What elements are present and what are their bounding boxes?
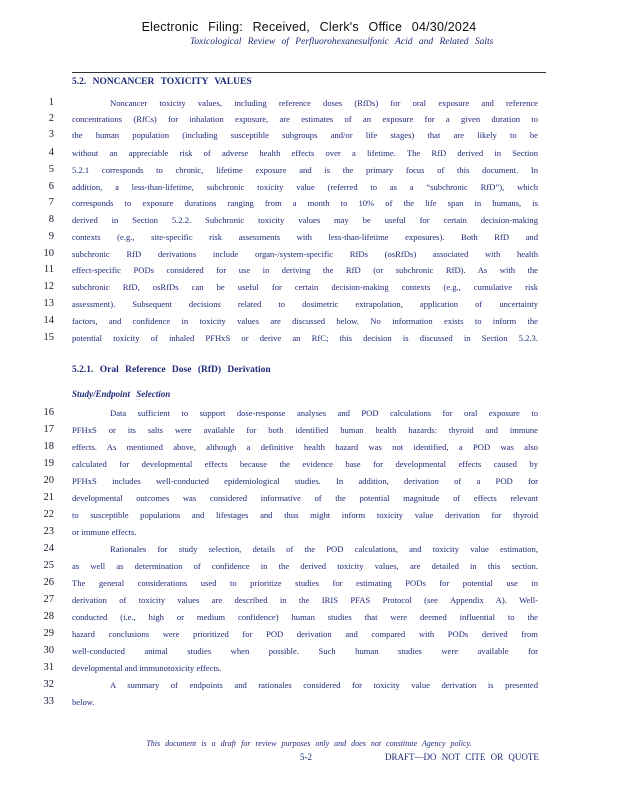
line-text: factors, and confidence in toxicity values are discussed below. No information exists to inform the <box>72 316 538 326</box>
line-text: potential toxicity of inhaled PFHxS or derive an RfC; this decision is discussed in Section 5.2.3. <box>72 333 538 343</box>
line-number: 17 <box>43 424 54 435</box>
study-endpoint-heading: Study/Endpoint Selection <box>72 389 171 399</box>
line-number: 31 <box>43 662 54 673</box>
line-text: A summary of endpoints and rationales considered for toxicity value derivation is presented <box>110 680 538 690</box>
line-text: without an appreciable risk of adverse health effects over a lifetime. The RfD derived in Section <box>72 148 538 158</box>
line-text: developmental and immunotoxicity effects. <box>72 663 222 673</box>
line-text: 5.2.1 corresponds to chronic, lifetime exposure and is the primary focus of this document. In <box>72 165 538 175</box>
line-number: 9 <box>48 231 54 242</box>
line-number: 21 <box>43 492 54 503</box>
line-text: Rationales for study selection, details of the POD calculations, and toxicity value estimation, <box>110 544 538 554</box>
line-number: 33 <box>43 696 54 707</box>
line-text: conducted (i.e., high or medium confidence) human studies that were deemed influential to the <box>72 612 538 622</box>
line-number: 2 <box>48 113 54 124</box>
line-text: Noncancer toxicity values, including reference doses (RfDs) for oral exposure and reference <box>110 98 538 108</box>
line-number: 5 <box>48 164 54 175</box>
line-text: subchronic RfD, osRfDs can be useful for certain decision-making contexts (e.g., cumulative risk <box>72 282 538 292</box>
line-number: 16 <box>43 407 54 418</box>
line-text: below. <box>72 697 95 707</box>
line-number: 30 <box>43 645 54 656</box>
line-number: 18 <box>43 441 54 452</box>
line-number: 29 <box>43 628 54 639</box>
draft-notice: DRAFT—DO NOT CITE OR QUOTE <box>385 752 539 762</box>
line-number: 3 <box>48 129 54 140</box>
line-text: calculated for developmental effects because the evidence base for developmental effects caused by <box>72 459 538 469</box>
line-text: effect-specific PODs considered for use in deriving the RfD (or subchronic RfD). As with the <box>72 265 538 275</box>
running-header: Toxicological Review of Perfluorohexanesulfonic Acid and Related Salts <box>190 37 494 47</box>
line-number: 25 <box>43 560 54 571</box>
page-number: 5-2 <box>300 752 312 762</box>
line-number: 8 <box>48 214 54 225</box>
line-text: the human population (including susceptible subgroups and/or life stages) that are likely to be <box>72 130 538 140</box>
line-text: PFHxS or its salts were available for both identified human health hazards: thyroid and immune <box>72 425 538 435</box>
line-text: corresponds to exposure durations ranging from a month to 10% of the life span in humans, is <box>72 198 538 208</box>
line-text: derived in Section 5.2.2. Subchronic toxicity values may be useful for certain decision-making <box>72 215 538 225</box>
line-number: 4 <box>48 147 54 158</box>
line-number: 6 <box>48 181 54 192</box>
line-text: as well as determination of confidence in the derived toxicity values, are detailed in this section. <box>72 561 538 571</box>
line-text: or immune effects. <box>72 527 137 537</box>
section-heading: 5.2. NONCANCER TOXICITY VALUES <box>72 77 252 87</box>
line-text: assessment). Subsequent decisions related to dosimetric extrapolation, application of uncertainty <box>72 299 538 309</box>
line-text: derivation of toxicity values are described in the IRIS PFAS Protocol (see Appendix A). Well- <box>72 595 538 605</box>
line-number: 1 <box>48 97 54 108</box>
line-number: 22 <box>43 509 54 520</box>
line-text: PFHxS includes well-conducted epidemiological studies. In addition, derivation of a POD for <box>72 476 538 486</box>
line-number: 23 <box>43 526 54 537</box>
line-text: Data sufficient to support dose-response analyses and POD calculations for oral exposure to <box>110 408 538 418</box>
line-text: hazard conclusions were prioritized for POD derivation and compared with PODs derived from <box>72 629 538 639</box>
line-number: 20 <box>43 475 54 486</box>
line-number: 15 <box>43 332 54 343</box>
line-text: concentrations (RfCs) for inhalation exposure, are estimates of an exposure for a given duration to <box>72 114 538 124</box>
line-text: to susceptible populations and lifestages and thus might inform toxicity value derivation for thyroid <box>72 510 538 520</box>
filing-stamp-header: Electronic Filing: Received, Clerk's Office 04/30/2024 <box>141 20 477 34</box>
line-number: 24 <box>43 543 54 554</box>
line-text: addition, a less-than-lifetime, subchronic toxicity value (referred to as a “subchronic RfD”), which <box>72 182 538 192</box>
line-number: 28 <box>43 611 54 622</box>
line-text: contexts (e.g., site-specific risk assessments with less-than-lifetime exposures). Both RfD and <box>72 232 538 242</box>
line-number: 13 <box>43 298 54 309</box>
line-number: 19 <box>43 458 54 469</box>
line-text: well-conducted animal studies when possible. Such human studies were available for <box>72 646 538 656</box>
line-number: 10 <box>43 248 54 259</box>
line-number: 26 <box>43 577 54 588</box>
line-number: 32 <box>43 679 54 690</box>
line-text: The general considerations used to prioritize studies for estimating PODs for potential use in <box>72 578 538 588</box>
line-number: 12 <box>43 281 54 292</box>
line-text: developmental outcomes was considered informative of the potential magnitude of effects relevant <box>72 493 538 503</box>
line-number: 11 <box>43 264 54 275</box>
line-number: 14 <box>43 315 54 326</box>
line-text: subchronic RfD derivations include organ-/system-specific RfDs (osRfDs) associated with health <box>72 249 538 259</box>
header-divider <box>72 72 546 73</box>
line-text: effects. As mentioned above, although a definitive health hazard was not identified, a POD was also <box>72 442 538 452</box>
draft-disclaimer: This document is a draft for review purposes only and does not constitute Agency policy. <box>146 739 472 748</box>
line-number: 27 <box>43 594 54 605</box>
subsection-heading: 5.2.1. Oral Reference Dose (RfD) Derivation <box>72 365 271 375</box>
line-number: 7 <box>48 197 54 208</box>
